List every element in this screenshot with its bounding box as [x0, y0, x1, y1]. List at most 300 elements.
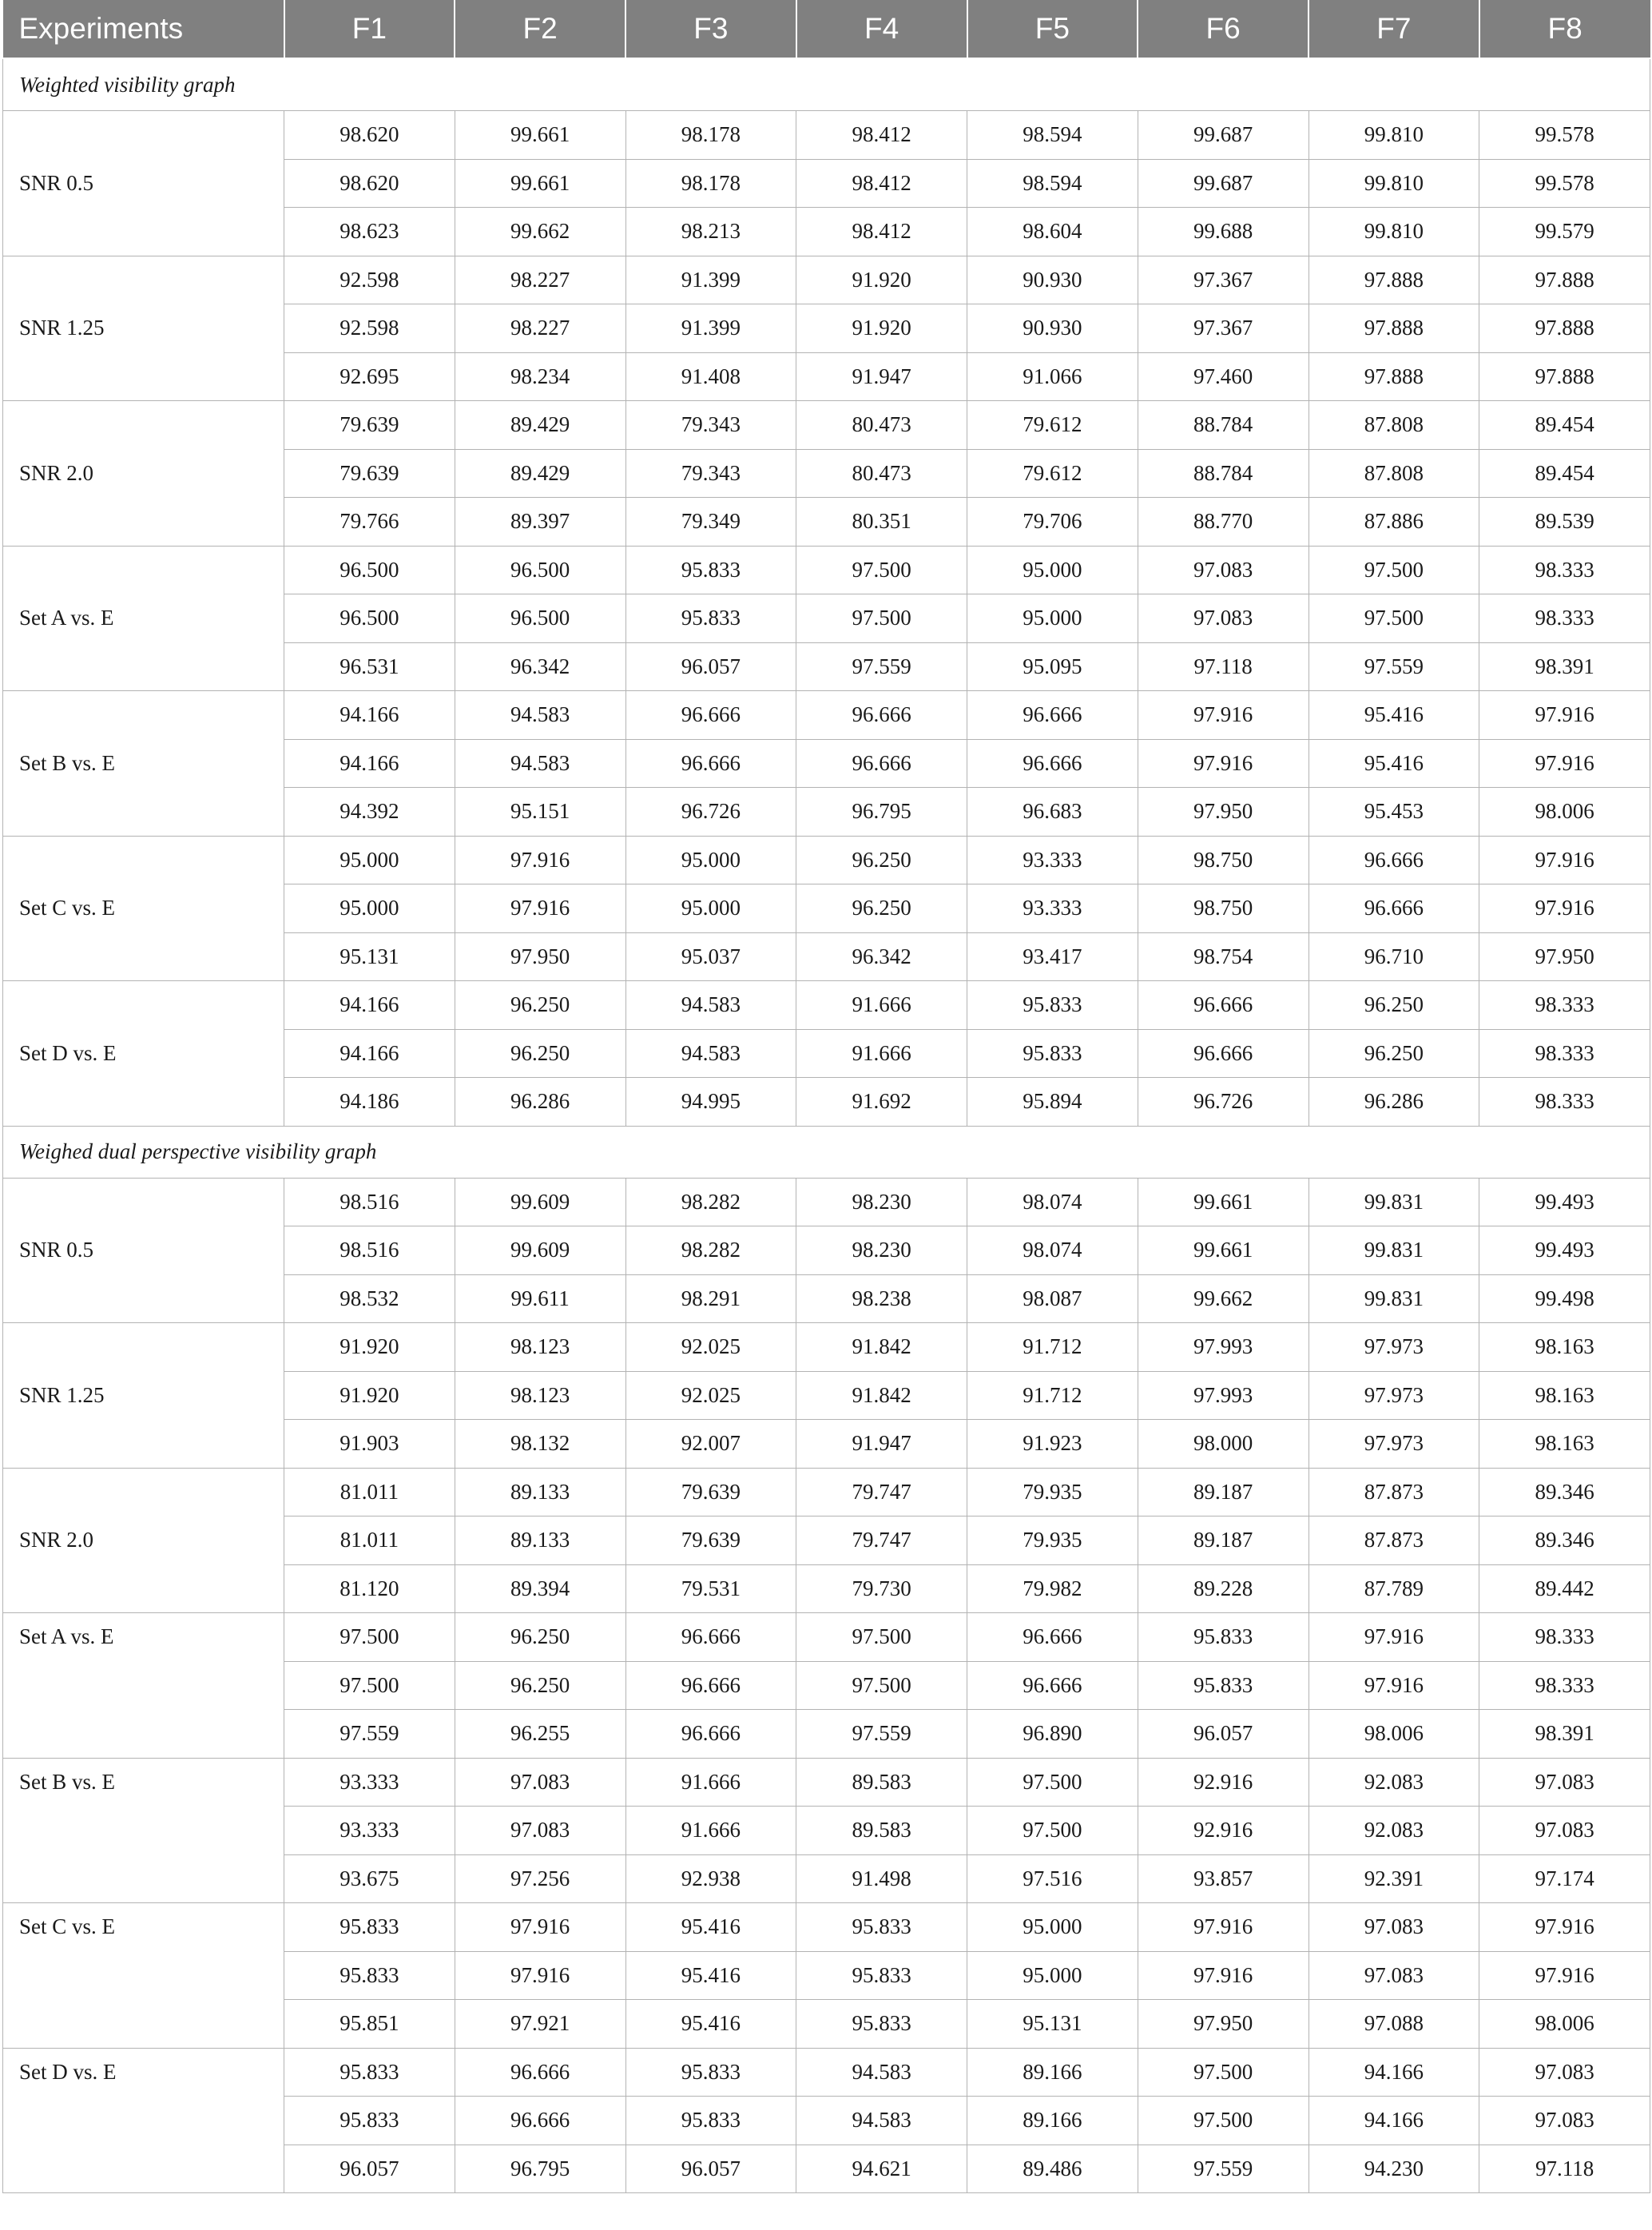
value-cell: 97.500: [796, 594, 967, 643]
value-cell: 97.500: [1308, 594, 1479, 643]
value-cell: 97.888: [1479, 352, 1650, 401]
value-cell: 99.662: [455, 208, 625, 256]
table-header: [3, 0, 1650, 58]
value-cell: 99.661: [455, 159, 625, 208]
header-f8: F8: [1479, 0, 1650, 58]
value-cell: 98.178: [625, 111, 796, 160]
value-cell: 97.500: [284, 1661, 455, 1710]
value-cell: 94.186: [284, 1078, 455, 1127]
value-cell: 98.163: [1479, 1371, 1650, 1420]
value-cell: 91.923: [967, 1420, 1138, 1469]
value-cell: 96.795: [455, 2145, 625, 2193]
value-cell: 94.583: [625, 1029, 796, 1078]
table-row: [3, 836, 1650, 884]
value-cell: 97.559: [1308, 642, 1479, 691]
value-cell: 97.083: [455, 1807, 625, 1855]
table-row: [3, 2048, 1650, 2097]
value-cell: 97.083: [1138, 594, 1308, 643]
value-cell: 93.333: [284, 1758, 455, 1807]
value-cell: 97.973: [1308, 1371, 1479, 1420]
value-cell: 92.025: [625, 1323, 796, 1372]
value-cell: 94.166: [284, 981, 455, 1030]
value-cell: 96.342: [796, 932, 967, 981]
value-cell: 98.333: [1479, 546, 1650, 594]
table-row: [3, 1758, 1650, 1807]
value-cell: 94.583: [796, 2097, 967, 2145]
value-cell: 79.639: [284, 401, 455, 450]
value-cell: 89.166: [967, 2097, 1138, 2145]
value-cell: 98.750: [1138, 884, 1308, 933]
section-title: Weighed dual perspective visibility graph: [3, 1126, 1650, 1178]
value-cell: 95.000: [967, 546, 1138, 594]
value-cell: 96.666: [967, 739, 1138, 788]
value-cell: 89.429: [455, 449, 625, 498]
value-cell: 98.282: [625, 1226, 796, 1275]
value-cell: 79.531: [625, 1564, 796, 1613]
value-cell: 97.500: [967, 1807, 1138, 1855]
value-cell: 97.916: [1479, 1903, 1650, 1952]
value-cell: 97.559: [796, 1710, 967, 1759]
value-cell: 95.833: [625, 546, 796, 594]
value-cell: 92.938: [625, 1854, 796, 1903]
table-body: [3, 58, 1650, 2193]
value-cell: 98.412: [796, 111, 967, 160]
value-cell: 97.921: [455, 2000, 625, 2049]
value-cell: 97.367: [1138, 304, 1308, 353]
experiment-label: SNR 2.0: [3, 1468, 284, 1613]
value-cell: 97.174: [1479, 1854, 1650, 1903]
value-cell: 95.000: [284, 884, 455, 933]
value-cell: 97.088: [1308, 2000, 1479, 2049]
value-cell: 96.666: [625, 691, 796, 740]
value-cell: 88.784: [1138, 449, 1308, 498]
value-cell: 97.083: [455, 1758, 625, 1807]
value-cell: 97.083: [1479, 2048, 1650, 2097]
experiment-label: Set C vs. E: [3, 1903, 284, 2049]
value-cell: 99.831: [1308, 1178, 1479, 1226]
value-cell: 94.583: [455, 691, 625, 740]
value-cell: 98.750: [1138, 836, 1308, 884]
value-cell: 96.500: [284, 594, 455, 643]
value-cell: 91.666: [796, 981, 967, 1030]
value-cell: 89.133: [455, 1516, 625, 1565]
experiment-label: SNR 2.0: [3, 401, 284, 547]
value-cell: 95.833: [284, 1903, 455, 1952]
value-cell: 99.661: [1138, 1178, 1308, 1226]
value-cell: 98.006: [1308, 1710, 1479, 1759]
value-cell: 97.367: [1138, 256, 1308, 304]
value-cell: 98.123: [455, 1371, 625, 1420]
value-cell: 97.256: [455, 1854, 625, 1903]
value-cell: 96.666: [1308, 836, 1479, 884]
experiment-label: Set A vs. E: [3, 546, 284, 691]
value-cell: 98.412: [796, 208, 967, 256]
value-cell: 97.118: [1479, 2145, 1650, 2193]
value-cell: 94.583: [625, 981, 796, 1030]
experiment-label: Set B vs. E: [3, 1758, 284, 1903]
value-cell: 87.873: [1308, 1516, 1479, 1565]
value-cell: 96.710: [1308, 932, 1479, 981]
header-f3: F3: [625, 0, 796, 58]
value-cell: 96.666: [625, 1613, 796, 1662]
value-cell: 97.500: [796, 1661, 967, 1710]
value-cell: 99.810: [1308, 111, 1479, 160]
value-cell: 91.666: [625, 1807, 796, 1855]
value-cell: 91.498: [796, 1854, 967, 1903]
value-cell: 87.808: [1308, 449, 1479, 498]
value-cell: 98.074: [967, 1178, 1138, 1226]
value-cell: 98.074: [967, 1226, 1138, 1275]
value-cell: 98.391: [1479, 1710, 1650, 1759]
value-cell: 89.397: [455, 498, 625, 547]
experiment-label: SNR 0.5: [3, 111, 284, 256]
value-cell: 95.416: [625, 1903, 796, 1952]
value-cell: 98.333: [1479, 1078, 1650, 1127]
value-cell: 95.037: [625, 932, 796, 981]
value-cell: 79.639: [625, 1468, 796, 1516]
value-cell: 97.916: [1138, 739, 1308, 788]
value-cell: 98.282: [625, 1178, 796, 1226]
value-cell: 96.666: [1308, 884, 1479, 933]
value-cell: 95.131: [967, 2000, 1138, 2049]
value-cell: 94.995: [625, 1078, 796, 1127]
value-cell: 97.500: [796, 1613, 967, 1662]
value-cell: 97.083: [1479, 1758, 1650, 1807]
value-cell: 92.916: [1138, 1758, 1308, 1807]
section-title: Weighted visibility graph: [3, 58, 1650, 111]
value-cell: 96.250: [455, 1613, 625, 1662]
value-cell: 98.532: [284, 1274, 455, 1323]
value-cell: 95.000: [967, 1951, 1138, 2000]
value-cell: 97.559: [284, 1710, 455, 1759]
value-cell: 98.623: [284, 208, 455, 256]
value-cell: 99.687: [1138, 111, 1308, 160]
header-row: [3, 0, 1650, 58]
value-cell: 92.083: [1308, 1758, 1479, 1807]
value-cell: 97.118: [1138, 642, 1308, 691]
value-cell: 96.683: [967, 788, 1138, 837]
value-cell: 95.000: [967, 594, 1138, 643]
value-cell: 99.609: [455, 1226, 625, 1275]
value-cell: 91.947: [796, 1420, 967, 1469]
value-cell: 94.166: [284, 691, 455, 740]
value-cell: 97.500: [284, 1613, 455, 1662]
value-cell: 95.453: [1308, 788, 1479, 837]
value-cell: 98.230: [796, 1178, 967, 1226]
value-cell: 96.666: [967, 1613, 1138, 1662]
value-cell: 96.250: [1308, 1029, 1479, 1078]
value-cell: 99.687: [1138, 159, 1308, 208]
value-cell: 95.833: [625, 594, 796, 643]
experiment-label: Set C vs. E: [3, 836, 284, 981]
value-cell: 89.187: [1138, 1468, 1308, 1516]
value-cell: 91.842: [796, 1371, 967, 1420]
value-cell: 99.661: [455, 111, 625, 160]
table-row: [3, 1903, 1650, 1952]
value-cell: 96.666: [625, 739, 796, 788]
value-cell: 99.578: [1479, 111, 1650, 160]
value-cell: 79.343: [625, 449, 796, 498]
value-cell: 89.346: [1479, 1468, 1650, 1516]
value-cell: 98.333: [1479, 1661, 1650, 1710]
value-cell: 99.578: [1479, 159, 1650, 208]
value-cell: 89.346: [1479, 1516, 1650, 1565]
value-cell: 94.166: [284, 1029, 455, 1078]
table-row: [3, 1468, 1650, 1516]
value-cell: 98.333: [1479, 1613, 1650, 1662]
value-cell: 79.730: [796, 1564, 967, 1613]
value-cell: 89.228: [1138, 1564, 1308, 1613]
table-row: [3, 1613, 1650, 1662]
value-cell: 95.151: [455, 788, 625, 837]
value-cell: 79.982: [967, 1564, 1138, 1613]
value-cell: 99.831: [1308, 1274, 1479, 1323]
value-cell: 96.726: [625, 788, 796, 837]
table-row: [3, 546, 1650, 594]
value-cell: 92.025: [625, 1371, 796, 1420]
value-cell: 97.500: [796, 546, 967, 594]
value-cell: 98.594: [967, 111, 1138, 160]
value-cell: 97.460: [1138, 352, 1308, 401]
value-cell: 98.000: [1138, 1420, 1308, 1469]
value-cell: 96.342: [455, 642, 625, 691]
value-cell: 98.163: [1479, 1420, 1650, 1469]
value-cell: 91.399: [625, 256, 796, 304]
value-cell: 91.920: [284, 1371, 455, 1420]
value-cell: 97.500: [967, 1758, 1138, 1807]
value-cell: 89.486: [967, 2145, 1138, 2193]
value-cell: 96.666: [625, 1661, 796, 1710]
value-cell: 96.666: [967, 691, 1138, 740]
value-cell: 97.916: [455, 1903, 625, 1952]
value-cell: 99.831: [1308, 1226, 1479, 1275]
value-cell: 93.333: [967, 836, 1138, 884]
value-cell: 87.886: [1308, 498, 1479, 547]
value-cell: 99.609: [455, 1178, 625, 1226]
value-cell: 93.675: [284, 1854, 455, 1903]
value-cell: 98.333: [1479, 981, 1650, 1030]
experiment-label: SNR 1.25: [3, 256, 284, 401]
value-cell: 91.920: [284, 1323, 455, 1372]
value-cell: 92.916: [1138, 1807, 1308, 1855]
value-cell: 97.083: [1138, 546, 1308, 594]
value-cell: 95.833: [284, 2097, 455, 2145]
value-cell: 79.935: [967, 1516, 1138, 1565]
value-cell: 96.531: [284, 642, 455, 691]
table-row: [3, 1178, 1650, 1226]
value-cell: 98.234: [455, 352, 625, 401]
value-cell: 97.083: [1308, 1951, 1479, 2000]
value-cell: 81.120: [284, 1564, 455, 1613]
value-cell: 97.916: [1308, 1661, 1479, 1710]
value-cell: 91.408: [625, 352, 796, 401]
value-cell: 98.163: [1479, 1323, 1650, 1372]
value-cell: 91.712: [967, 1323, 1138, 1372]
value-cell: 96.057: [625, 2145, 796, 2193]
value-cell: 79.747: [796, 1516, 967, 1565]
value-cell: 89.583: [796, 1807, 967, 1855]
value-cell: 97.916: [1308, 1613, 1479, 1662]
value-cell: 97.916: [1479, 884, 1650, 933]
value-cell: 95.000: [284, 836, 455, 884]
value-cell: 94.166: [284, 739, 455, 788]
value-cell: 89.454: [1479, 401, 1650, 450]
value-cell: 96.250: [796, 884, 967, 933]
table-row: [3, 1323, 1650, 1372]
value-cell: 97.916: [1479, 836, 1650, 884]
value-cell: 89.442: [1479, 1564, 1650, 1613]
value-cell: 95.894: [967, 1078, 1138, 1127]
value-cell: 90.930: [967, 304, 1138, 353]
value-cell: 98.006: [1479, 2000, 1650, 2049]
value-cell: 98.333: [1479, 594, 1650, 643]
value-cell: 95.833: [284, 1951, 455, 2000]
value-cell: 98.227: [455, 256, 625, 304]
value-cell: 89.394: [455, 1564, 625, 1613]
value-cell: 99.493: [1479, 1226, 1650, 1275]
value-cell: 96.255: [455, 1710, 625, 1759]
header-f2: F2: [455, 0, 625, 58]
value-cell: 97.916: [1479, 739, 1650, 788]
value-cell: 97.516: [967, 1854, 1138, 1903]
value-cell: 79.766: [284, 498, 455, 547]
value-cell: 96.666: [625, 1710, 796, 1759]
value-cell: 97.916: [1138, 1903, 1308, 1952]
value-cell: 81.011: [284, 1516, 455, 1565]
value-cell: 97.950: [1138, 788, 1308, 837]
header-f5: F5: [967, 0, 1138, 58]
value-cell: 98.123: [455, 1323, 625, 1372]
header-experiments: Experiments: [3, 0, 284, 58]
value-cell: 92.083: [1308, 1807, 1479, 1855]
value-cell: 96.057: [625, 642, 796, 691]
value-cell: 97.950: [455, 932, 625, 981]
value-cell: 79.706: [967, 498, 1138, 547]
value-cell: 91.666: [796, 1029, 967, 1078]
value-cell: 98.006: [1479, 788, 1650, 837]
experiment-label: SNR 0.5: [3, 1178, 284, 1323]
value-cell: 96.666: [455, 2097, 625, 2145]
value-cell: 98.227: [455, 304, 625, 353]
value-cell: 79.612: [967, 401, 1138, 450]
value-cell: 79.639: [625, 1516, 796, 1565]
value-cell: 99.579: [1479, 208, 1650, 256]
value-cell: 98.620: [284, 159, 455, 208]
value-cell: 96.057: [1138, 1710, 1308, 1759]
value-cell: 95.851: [284, 2000, 455, 2049]
value-cell: 95.000: [625, 884, 796, 933]
value-cell: 99.661: [1138, 1226, 1308, 1275]
value-cell: 87.808: [1308, 401, 1479, 450]
header-f7: F7: [1308, 0, 1479, 58]
value-cell: 92.598: [284, 304, 455, 353]
table-row: [3, 691, 1650, 740]
value-cell: 96.666: [1138, 1029, 1308, 1078]
value-cell: 98.132: [455, 1420, 625, 1469]
value-cell: 96.250: [796, 836, 967, 884]
value-cell: 95.833: [1138, 1661, 1308, 1710]
value-cell: 94.166: [1308, 2097, 1479, 2145]
value-cell: 91.399: [625, 304, 796, 353]
value-cell: 97.993: [1138, 1323, 1308, 1372]
value-cell: 97.500: [1308, 546, 1479, 594]
value-cell: 91.903: [284, 1420, 455, 1469]
value-cell: 95.416: [1308, 691, 1479, 740]
value-cell: 99.810: [1308, 208, 1479, 256]
value-cell: 91.666: [625, 1758, 796, 1807]
value-cell: 97.973: [1308, 1323, 1479, 1372]
value-cell: 91.712: [967, 1371, 1138, 1420]
value-cell: 97.916: [1138, 1951, 1308, 2000]
value-cell: 80.473: [796, 449, 967, 498]
section-row: [3, 1126, 1650, 1178]
value-cell: 96.250: [455, 981, 625, 1030]
value-cell: 95.000: [625, 836, 796, 884]
value-cell: 96.666: [796, 739, 967, 788]
table-row: [3, 111, 1650, 160]
value-cell: 95.833: [796, 1903, 967, 1952]
value-cell: 89.166: [967, 2048, 1138, 2097]
value-cell: 98.333: [1479, 1029, 1650, 1078]
value-cell: 97.888: [1308, 352, 1479, 401]
value-cell: 91.947: [796, 352, 967, 401]
experiment-label: Set A vs. E: [3, 1613, 284, 1759]
value-cell: 89.583: [796, 1758, 967, 1807]
value-cell: 92.598: [284, 256, 455, 304]
value-cell: 91.920: [796, 304, 967, 353]
value-cell: 97.559: [796, 642, 967, 691]
value-cell: 79.747: [796, 1468, 967, 1516]
value-cell: 95.833: [967, 1029, 1138, 1078]
value-cell: 98.178: [625, 159, 796, 208]
value-cell: 98.594: [967, 159, 1138, 208]
value-cell: 93.333: [967, 884, 1138, 933]
value-cell: 96.726: [1138, 1078, 1308, 1127]
value-cell: 99.493: [1479, 1178, 1650, 1226]
value-cell: 95.833: [967, 981, 1138, 1030]
value-cell: 89.454: [1479, 449, 1650, 498]
value-cell: 89.539: [1479, 498, 1650, 547]
value-cell: 79.343: [625, 401, 796, 450]
value-cell: 98.516: [284, 1178, 455, 1226]
value-cell: 88.770: [1138, 498, 1308, 547]
value-cell: 89.429: [455, 401, 625, 450]
value-cell: 94.392: [284, 788, 455, 837]
value-cell: 79.639: [284, 449, 455, 498]
value-cell: 99.688: [1138, 208, 1308, 256]
experiment-label: Set B vs. E: [3, 691, 284, 837]
value-cell: 97.973: [1308, 1420, 1479, 1469]
value-cell: 95.833: [796, 1951, 967, 2000]
value-cell: 95.095: [967, 642, 1138, 691]
value-cell: 92.007: [625, 1420, 796, 1469]
value-cell: 97.916: [455, 836, 625, 884]
value-cell: 96.500: [455, 546, 625, 594]
value-cell: 98.087: [967, 1274, 1138, 1323]
value-cell: 95.833: [284, 2048, 455, 2097]
value-cell: 96.500: [455, 594, 625, 643]
value-cell: 97.916: [455, 1951, 625, 2000]
value-cell: 98.604: [967, 208, 1138, 256]
value-cell: 89.133: [455, 1468, 625, 1516]
value-cell: 94.230: [1308, 2145, 1479, 2193]
value-cell: 96.057: [284, 2145, 455, 2193]
value-cell: 80.351: [796, 498, 967, 547]
value-cell: 89.187: [1138, 1516, 1308, 1565]
value-cell: 96.890: [967, 1710, 1138, 1759]
value-cell: 97.950: [1138, 2000, 1308, 2049]
value-cell: 97.993: [1138, 1371, 1308, 1420]
